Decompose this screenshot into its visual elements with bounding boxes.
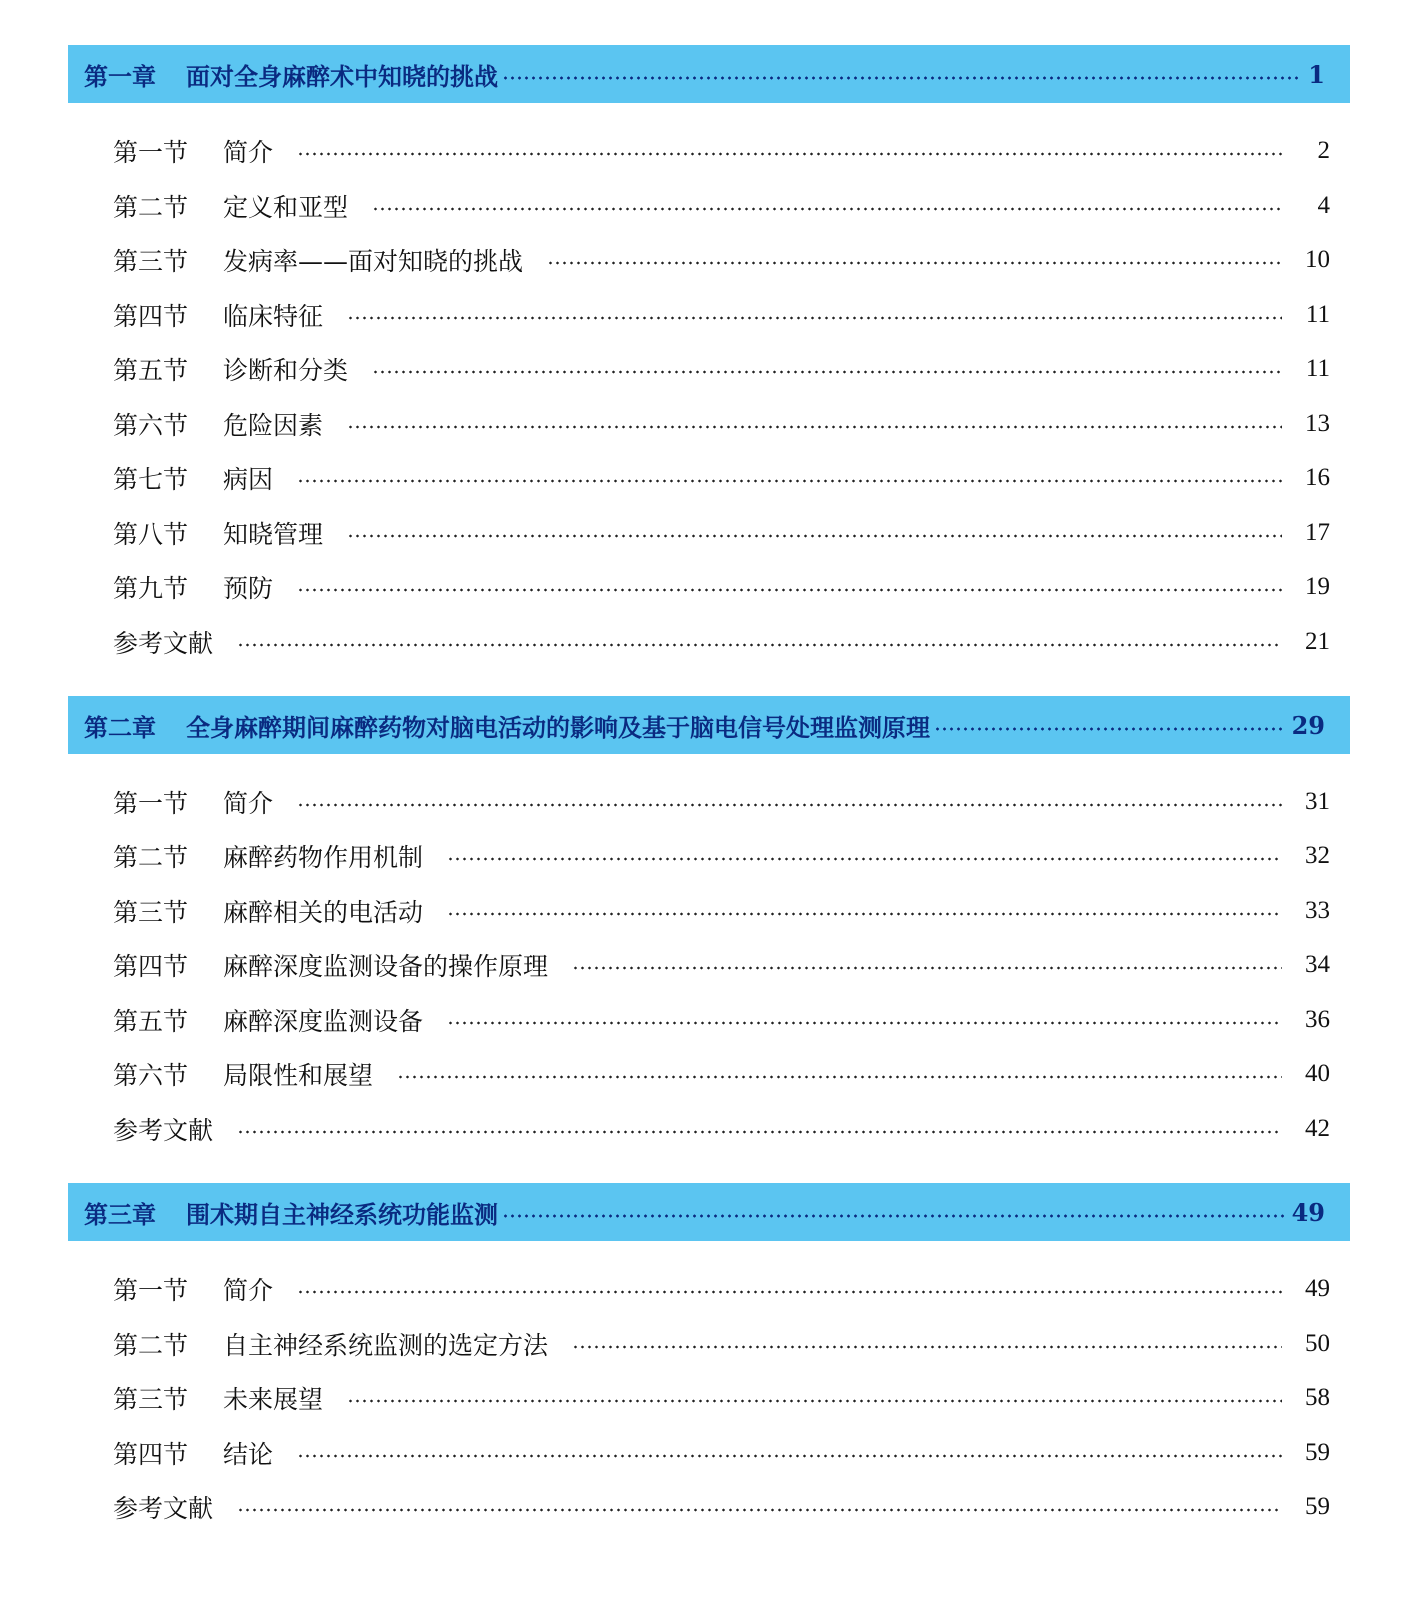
chapter-title: 全身麻醉期间麻醉药物对脑电活动的影响及基于脑电信号处理监测原理 — [186, 713, 930, 742]
section-number: 第九节 — [113, 574, 189, 603]
section-number: 第二节 — [113, 193, 189, 222]
dot-leader — [297, 803, 1282, 807]
section-entry[interactable] — [113, 295, 1330, 335]
section-number: 第五节 — [113, 356, 189, 385]
references-entry[interactable] — [113, 1487, 1330, 1527]
dot-leader — [372, 207, 1282, 211]
page-number: 49 — [1291, 1197, 1325, 1227]
page-number: 2 — [1317, 137, 1330, 164]
page-number: 21 — [1305, 628, 1330, 655]
dot-leader — [447, 1021, 1282, 1025]
section-entry[interactable] — [113, 567, 1330, 607]
page-number: 59 — [1305, 1439, 1330, 1466]
section-title: 局限性和展望 — [223, 1061, 374, 1090]
section-entry[interactable] — [113, 1433, 1330, 1473]
dot-leader — [297, 152, 1282, 156]
dot-leader — [347, 1399, 1282, 1403]
dot-leader — [297, 588, 1282, 592]
dot-leader — [347, 316, 1282, 320]
section-title: 简介 — [223, 789, 274, 818]
section-entry[interactable] — [113, 131, 1330, 171]
section-entry[interactable] — [113, 945, 1330, 985]
references-label: 参考文献 — [113, 1494, 214, 1523]
section-entry[interactable] — [113, 349, 1330, 389]
page-number: 11 — [1305, 355, 1330, 382]
dot-leader — [347, 534, 1282, 538]
section-title: 临床特征 — [223, 302, 324, 331]
section-title: 定义和亚型 — [223, 193, 349, 222]
section-number: 第二节 — [113, 1331, 189, 1360]
section-title: 简介 — [223, 1276, 274, 1305]
page-number: 49 — [1305, 1275, 1330, 1302]
references-entry[interactable] — [113, 1109, 1330, 1149]
section-entry[interactable] — [113, 891, 1330, 931]
chapter-number: 第二章 — [84, 713, 156, 742]
page-number: 58 — [1305, 1384, 1330, 1411]
section-title: 麻醉深度监测设备的操作原理 — [223, 952, 549, 981]
page-number: 4 — [1317, 192, 1330, 219]
dot-leader — [572, 966, 1282, 970]
page-number: 17 — [1305, 519, 1330, 546]
page-number: 32 — [1305, 842, 1330, 869]
section-number: 第四节 — [113, 952, 189, 981]
section-number: 第三节 — [113, 1385, 189, 1414]
section-title: 诊断和分类 — [223, 356, 349, 385]
dot-leader — [297, 1290, 1282, 1294]
dot-leader — [347, 425, 1282, 429]
section-title: 结论 — [223, 1440, 274, 1469]
page-number: 1 — [1308, 59, 1325, 89]
section-number: 第一节 — [113, 138, 189, 167]
section-entry[interactable] — [113, 1378, 1330, 1418]
section-number: 第一节 — [113, 789, 189, 818]
section-entry[interactable] — [113, 1000, 1330, 1040]
section-number: 第四节 — [113, 302, 189, 331]
section-entry[interactable] — [113, 836, 1330, 876]
section-entry[interactable] — [113, 1054, 1330, 1094]
page-number: 36 — [1305, 1006, 1330, 1033]
page-number: 33 — [1305, 897, 1330, 924]
section-title: 未来展望 — [223, 1385, 324, 1414]
section-number: 第四节 — [113, 1440, 189, 1469]
chapter-number: 第三章 — [84, 1200, 156, 1229]
section-entry[interactable] — [113, 782, 1330, 822]
page-number: 50 — [1305, 1330, 1330, 1357]
section-number: 第八节 — [113, 520, 189, 549]
section-number: 第三节 — [113, 898, 189, 927]
dot-leader — [934, 727, 1286, 731]
dot-leader — [572, 1345, 1282, 1349]
section-number: 第六节 — [113, 1061, 189, 1090]
section-title: 知晓管理 — [223, 520, 324, 549]
section-number: 第一节 — [113, 1276, 189, 1305]
section-entry[interactable] — [113, 404, 1330, 444]
chapter-title: 面对全身麻醉术中知晓的挑战 — [186, 62, 498, 91]
dot-leader — [447, 857, 1282, 861]
section-title: 危险因素 — [223, 411, 324, 440]
page-number: 40 — [1305, 1060, 1330, 1087]
dot-leader — [397, 1075, 1282, 1079]
section-number: 第六节 — [113, 411, 189, 440]
section-number: 第五节 — [113, 1007, 189, 1036]
dot-leader — [372, 370, 1282, 374]
chapter-heading[interactable] — [68, 1183, 1350, 1241]
references-entry[interactable] — [113, 622, 1330, 662]
references-label: 参考文献 — [113, 629, 214, 658]
section-number: 第三节 — [113, 247, 189, 276]
section-entry[interactable] — [113, 186, 1330, 226]
section-title: 发病率——面对知晓的挑战 — [223, 247, 524, 276]
section-number: 第七节 — [113, 465, 189, 494]
section-title: 麻醉药物作用机制 — [223, 843, 424, 872]
page-number: 16 — [1305, 464, 1330, 491]
dot-leader — [237, 1508, 1282, 1512]
section-entry[interactable] — [113, 513, 1330, 553]
section-entry[interactable] — [113, 458, 1330, 498]
dot-leader — [297, 1454, 1282, 1458]
dot-leader — [502, 76, 1302, 80]
page-number: 19 — [1305, 573, 1330, 600]
section-title: 麻醉深度监测设备 — [223, 1007, 424, 1036]
page-number: 10 — [1305, 246, 1330, 273]
dot-leader — [237, 1130, 1282, 1134]
page-number: 29 — [1291, 710, 1325, 740]
page-number: 13 — [1305, 410, 1330, 437]
section-number: 第二节 — [113, 843, 189, 872]
section-title: 病因 — [223, 465, 274, 494]
section-entry[interactable] — [113, 240, 1330, 280]
section-entry[interactable] — [113, 1269, 1330, 1309]
chapter-title: 围术期自主神经系统功能监测 — [186, 1200, 498, 1229]
page-number: 42 — [1305, 1115, 1330, 1142]
chapter-heading[interactable] — [68, 45, 1350, 103]
section-entry[interactable] — [113, 1324, 1330, 1364]
page-number: 31 — [1305, 788, 1330, 815]
chapter-heading[interactable] — [68, 696, 1350, 754]
dot-leader — [502, 1214, 1286, 1218]
chapter-number: 第一章 — [84, 62, 156, 91]
dot-leader — [297, 479, 1282, 483]
page-number: 59 — [1305, 1493, 1330, 1520]
dot-leader — [447, 912, 1282, 916]
references-label: 参考文献 — [113, 1116, 214, 1145]
dot-leader — [547, 261, 1282, 265]
section-title: 自主神经系统监测的选定方法 — [223, 1331, 549, 1360]
section-title: 麻醉相关的电活动 — [223, 898, 424, 927]
section-title: 简介 — [223, 138, 274, 167]
dot-leader — [237, 643, 1282, 647]
section-title: 预防 — [223, 574, 274, 603]
page-number: 11 — [1305, 301, 1330, 328]
page-number: 34 — [1305, 951, 1330, 978]
